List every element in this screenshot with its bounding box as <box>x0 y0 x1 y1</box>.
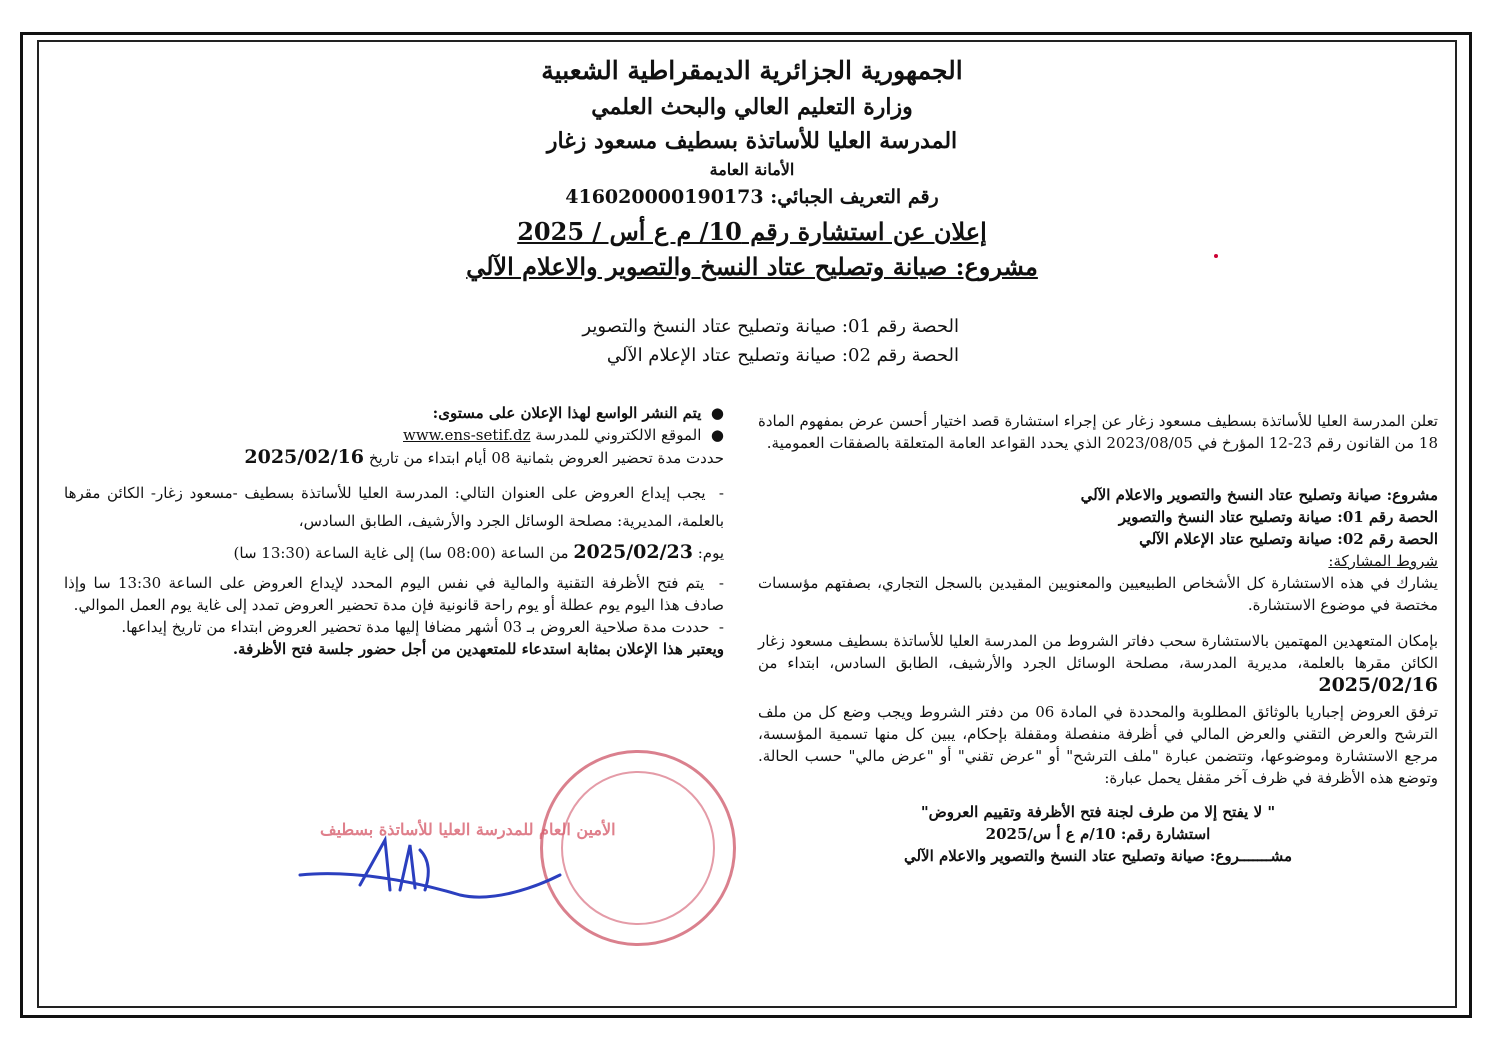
website-link[interactable]: www.ens-setif.dz <box>403 426 531 444</box>
withdrawal-date: 2025/02/16 <box>1318 674 1438 696</box>
lot-2-line: الحصة رقم 02: صيانة وتصليح عتاد الإعلام الآلي <box>1139 530 1438 548</box>
conditions-paragraph: يشارك في هذه الاستشارة كل الأشخاص الطبيعيين والمعنويين المقيدين بالسجل التجاري، بصفتهم مؤسسات مختصة في موضوع الاستشارة. <box>758 574 1438 614</box>
withdrawal-paragraph <box>758 630 1438 697</box>
envelope-note: " لا يفتح إلا من طرف لجنة فتح الأظرفة وتقييم العروض" <box>920 803 1276 821</box>
deposit-paragraph: - يجب إيداع العروض على العنوان التالي: المدرسة العليا للأساتذة بسطيف -مسعود زغار- الكائن مقرها بالعلمة، المديرية: مصلحة الوسائل الجرد والأرشيف، الطابق السادس، <box>64 484 724 530</box>
ink-dot <box>1214 254 1218 258</box>
validity-text: حددت مدة صلاحية العروض بـ 03 أشهر مضافا إليها مدة تحضير العروض ابتداء من تاريخ إيداعها. <box>121 618 710 636</box>
lot-1: الحصة رقم 01: صيانة وتصليح عتاد النسخ والتصوير <box>582 316 959 337</box>
validity-paragraph: - حددت مدة صلاحية العروض بـ 03 أشهر مضافا إليها مدة تحضير العروض ابتداء من تاريخ إيداعها. <box>121 618 724 636</box>
signature <box>290 820 590 910</box>
duration-paragraph <box>64 446 724 469</box>
duration-text: حددت مدة تحضير العروض بثمانية 08 أيام ابتداء من تاريخ <box>368 449 724 467</box>
publish-title: يتم النشر الواسع لهذا الإعلان على مستوى: <box>432 404 702 422</box>
lot-2: الحصة رقم 02: صيانة وتصليح عتاد الإعلام الآلي <box>606 345 959 366</box>
website-label: الموقع الالكتروني للمدرسة <box>535 426 702 444</box>
offers-paragraph: ترفق العروض إجباريا بالوثائق المطلوبة والمحددة في المادة 06 من دفتر الشروط ويجب وضع كل من ملف الترشح والعرض التقني والعرض المالي في أظرفة منفصلة ومقفلة بإحكام، يبين كل منها تسمية المؤسسة، مرجع الاستشارة وموضوعها، وتتضمن عبارة "ملف الترشح" أو "عرض تقني" أو "عرض مالي" حسب الحالة. وتوضع هذه الأظرفة في ظرف آخر مقفل يحمل عبارة: <box>758 703 1438 787</box>
secretariat-title: الأمانة العامة <box>709 160 795 179</box>
project-line: مشروع: صيانة وتصليح عتاد النسخ والتصوير والاعلام الآلي <box>1080 486 1438 504</box>
left-column <box>64 402 724 660</box>
republic-title: الجمهورية الجزائرية الديمقراطية الشعبية <box>541 56 963 85</box>
duration-date: 2025/02/16 <box>244 446 365 468</box>
opening-text: يتم فتح الأظرفة التقنية والمالية في نفس اليوم المحدد لإيداع العروض على الساعة 13:30 سا وإذا صادف هذا اليوم يوم عطلة أو يوم راحة قانونية فإن مدة تحضير العروض تمدد إلى غاية يوم العمل الموالي. <box>64 574 724 614</box>
publish-bullet: ● يتم النشر الواسع لهذا الإعلان على مستوى: <box>432 404 724 422</box>
right-column <box>758 410 1438 867</box>
envelope-reference: استشارة رقم: 10/م ع أ س/2025 <box>985 825 1211 843</box>
website-bullet: ● الموقع الالكتروني للمدرسة www.ens-setif.dz <box>403 426 724 444</box>
ministry-title: وزارة التعليم العالي والبحث العلمي <box>591 94 913 120</box>
school-title: المدرسة العليا للأساتذة بسطيف مسعود زغار <box>546 128 958 154</box>
project-title: مشروع: صيانة وتصليح عتاد النسخ والتصوير والاعلام الآلي <box>466 252 1038 281</box>
tax-id: رقم التعريف الجبائي: 416020000190173 <box>565 186 939 208</box>
opening-paragraph: - يتم فتح الأظرفة التقنية والمالية في نفس اليوم المحدد لإيداع العروض على الساعة 13:30 سا وإذا صادف هذا اليوم يوم عطلة أو يوم راحة قانونية فإن مدة تحضير العروض تمدد إلى غاية يوم العمل الموالي. <box>64 574 724 614</box>
conditions-title: شروط المشاركة: <box>1328 552 1438 570</box>
withdrawal-text: بإمكان المتعهدين المهتمين بالاستشارة سحب دفاتر الشروط من المدرسة العليا للأساتذة بسطيف مسعود زغار الكائن مقرها بالعلمة، مديرية المدرسة، مصلحة الوسائل الجرد والأرشيف، الطابق السادس، ابتداء من <box>758 632 1438 672</box>
announcement-title: إعلان عن استشارة رقم 10/ م ع أس / 2025 <box>517 217 987 246</box>
deposit-date: 2025/02/23 <box>573 541 693 563</box>
intro-paragraph: تعلن المدرسة العليا للأساتذة بسطيف مسعود زغار عن إجراء استشارة قصد اختيار أحسن عرض بمفهوم المادة 18 من القانون رقم 23-12 المؤرخ في 2023/08/05 الذي يحدد القواعد العامة المتعلقة بالصفقات العمومية. <box>758 412 1438 452</box>
lot-1-line: الحصة رقم 01: صيانة وتصليح عتاد النسخ والتصوير <box>1118 508 1438 526</box>
deposit-text: يجب إيداع العروض على العنوان التالي: المدرسة العليا للأساتذة بسطيف -مسعود زغار- الكائن مقرها بالعلمة، المديرية: مصلحة الوسائل الجرد والأرشيف، الطابق السادس، <box>64 484 724 530</box>
convocation-paragraph: ويعتبر هذا الإعلان بمثابة استدعاء للمتعهدين من أجل حضور جلسة فتح الأظرفة. <box>232 640 724 658</box>
deposit-date-line <box>64 541 724 564</box>
envelope-project: مشـــــــروع: صيانة وتصليح عتاد النسخ والتصوير والاعلام الآلي <box>903 847 1293 865</box>
stamp-text: الأمين العام للمدرسة العليا للأساتذة بسطيف <box>320 820 616 839</box>
deposit-time: من الساعة (08:00 سا) إلى غاية الساعة (13:30 سا) <box>233 544 569 562</box>
deposit-day-label: يوم: <box>697 544 724 562</box>
